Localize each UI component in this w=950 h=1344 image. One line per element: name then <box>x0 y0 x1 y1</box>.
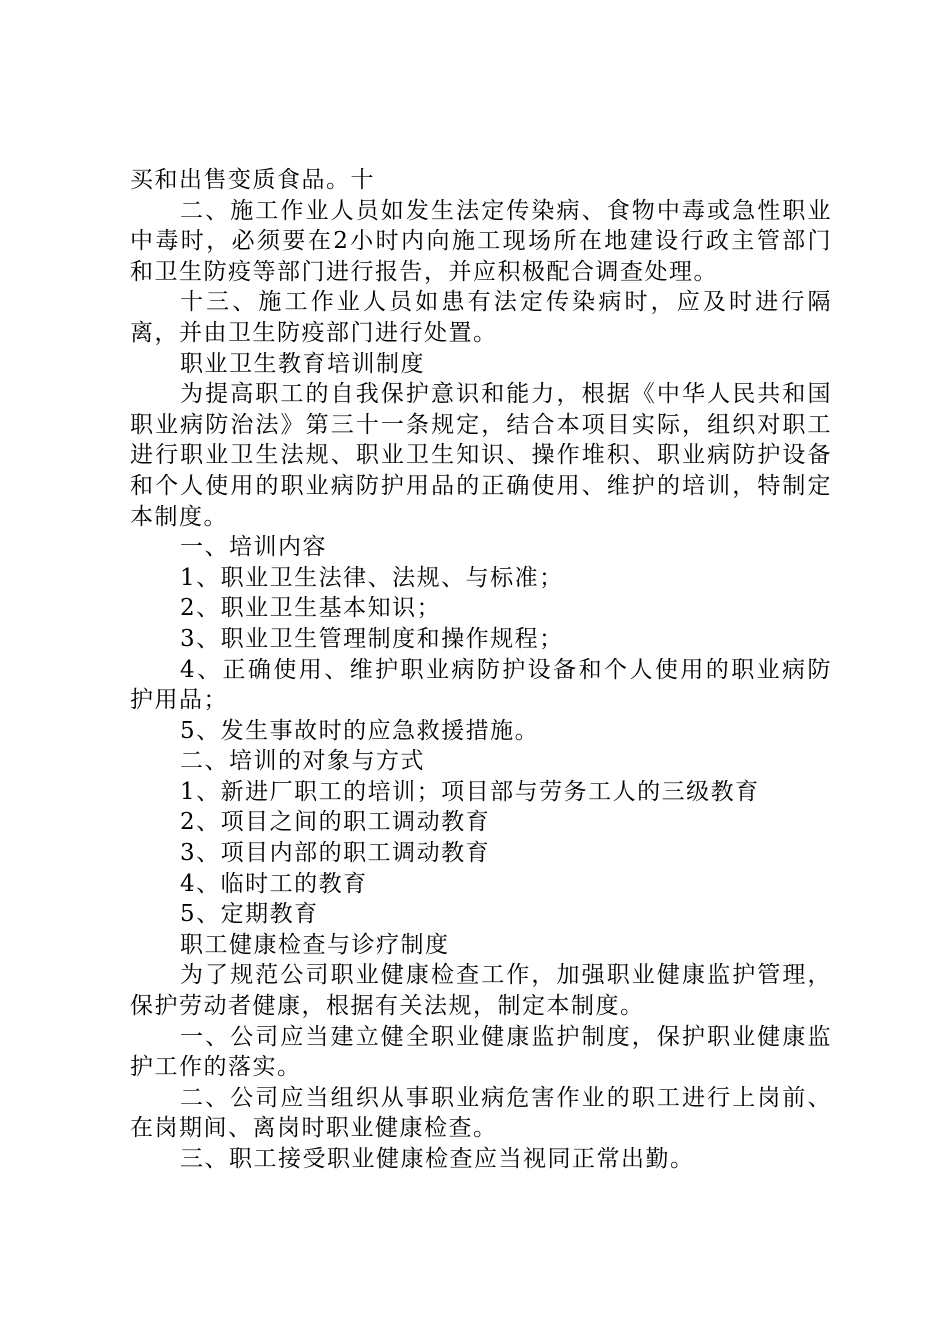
paragraph-22: 三、职工接受职业健康检查应当视同正常出勤。 <box>180 1146 695 1172</box>
list-item: 3、项目内部的职工调动教育 <box>180 840 491 867</box>
paragraph-21: 二、公司应当组织从事职业病危害作业的职工进行上岗前、在岗期间、离岗时职业健康检查。 <box>130 1084 832 1142</box>
section-title-training: 职业卫生教育培训制度 <box>180 350 425 377</box>
subheading-training-targets: 二、培训的对象与方式 <box>180 748 425 775</box>
list-item: 1、新进厂职工的培训；项目部与劳务工人的三级教育 <box>180 778 760 805</box>
list-item: 5、定期教育 <box>180 901 319 928</box>
list-item: 4、正确使用、维护职业病防护设备和个人使用的职业病防护用品； <box>130 656 832 714</box>
paragraph-3: 十三、施工作业人员如患有法定传染病时，应及时进行隔离，并由卫生防疫部门进行处置。 <box>130 289 832 346</box>
section-title-health-check: 职工健康检查与诊疗制度 <box>180 931 450 958</box>
subheading-training-content: 一、培训内容 <box>180 534 327 561</box>
paragraph-20: 一、公司应当建立健全职业健康监护制度，保护职业健康监护工作的落实。 <box>130 1023 832 1081</box>
paragraph-1: 买和出售变质食品。十 <box>130 167 375 193</box>
paragraph-2: 二、施工作业人员如发生法定传染病、食物中毒或急性职业中毒时，必须要在2小时内向施工现场所在地建设行政主管部门和卫生防疫等部门进行报告，并应积极配合调查处理。 <box>130 197 832 285</box>
list-item: 2、项目之间的职工调动教育 <box>180 809 491 836</box>
document-page <box>130 165 832 1175</box>
list-item: 4、临时工的教育 <box>180 870 368 897</box>
paragraph-19: 为了规范公司职业健康检查工作，加强职业健康监护管理，保护劳动者健康，根据有关法规，制定本制度。 <box>130 962 832 1020</box>
list-item: 1、职业卫生法律、法规、与标准； <box>180 564 564 591</box>
list-item: 2、职业卫生基本知识； <box>180 595 442 622</box>
list-item: 3、职业卫生管理制度和操作规程； <box>180 625 564 652</box>
list-item: 5、发生事故时的应急救援措施。 <box>180 717 540 744</box>
paragraph-5: 为提高职工的自我保护意识和能力，根据《中华人民共和国职业病防治法》第三十一条规定，结合本项目实际，组织对职工进行职业卫生法规、职业卫生知识、操作堆积、职业病防护设备和个人使用的职业病防护用品的正确使用、维护的培训，特制定本制度。 <box>130 381 832 530</box>
